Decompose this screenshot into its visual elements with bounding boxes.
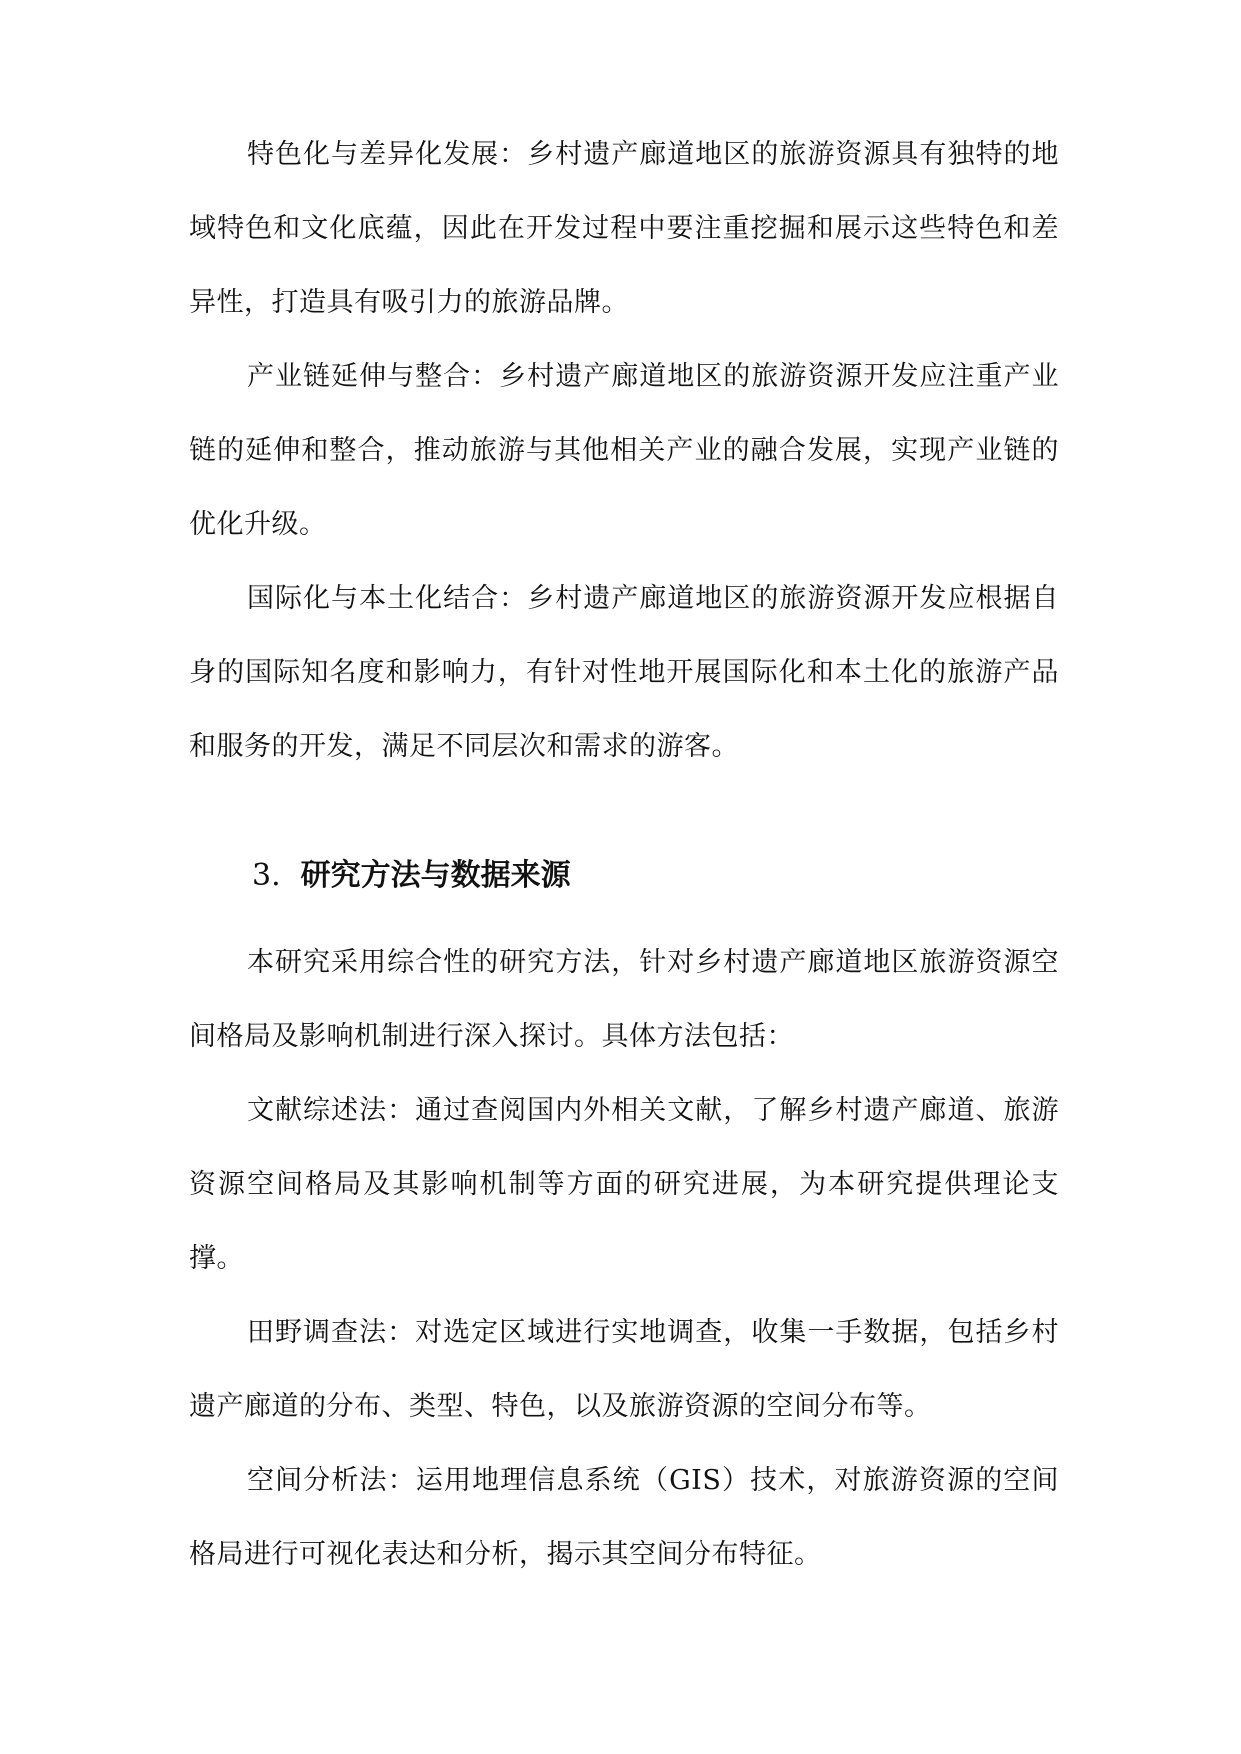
- section-heading: [252, 856, 571, 896]
- paragraph-characteristic-development: 特色化与差异化发展：乡村遗产廊道地区的旅游资源具有独特的地域特色和文化底蕴，因此在开发过程中要注重挖掘和展示这些特色和差异性，打造具有吸引力的旅游品牌。: [189, 139, 1059, 318]
- section-number: 3.: [252, 858, 281, 893]
- paragraph-internationalization: 国际化与本土化结合：乡村遗产廊道地区的旅游资源开发应根据自身的国际知名度和影响力，有针对性地开展国际化和本土化的旅游产品和服务的开发，满足不同层次和需求的游客。: [189, 583, 1059, 762]
- paragraph-industry-chain: 产业链延伸与整合：乡村遗产廊道地区的旅游资源开发应注重产业链的延伸和整合，推动旅游与其他相关产业的融合发展，实现产业链的优化升级。: [189, 361, 1059, 540]
- paragraph-literature-review: 文献综述法：通过查阅国内外相关文献，了解乡村遗产廊道、旅游资源空间格局及其影响机制等方面的研究进展，为本研究提供理论支撑。: [189, 1095, 1059, 1274]
- paragraph-spatial-analysis: 空间分析法：运用地理信息系统（GIS）技术，对旅游资源的空间格局进行可视化表达和分析，揭示其空间分布特征。: [189, 1465, 1059, 1570]
- section-title: 研究方法与数据来源: [300, 858, 571, 893]
- paragraph-research-intro: 本研究采用综合性的研究方法，针对乡村遗产廊道地区旅游资源空间格局及影响机制进行深入探讨。具体方法包括：: [189, 947, 1059, 1052]
- paragraph-field-survey: 田野调查法：对选定区域进行实地调查，收集一手数据，包括乡村遗产廊道的分布、类型、特色，以及旅游资源的空间分布等。: [189, 1317, 1059, 1422]
